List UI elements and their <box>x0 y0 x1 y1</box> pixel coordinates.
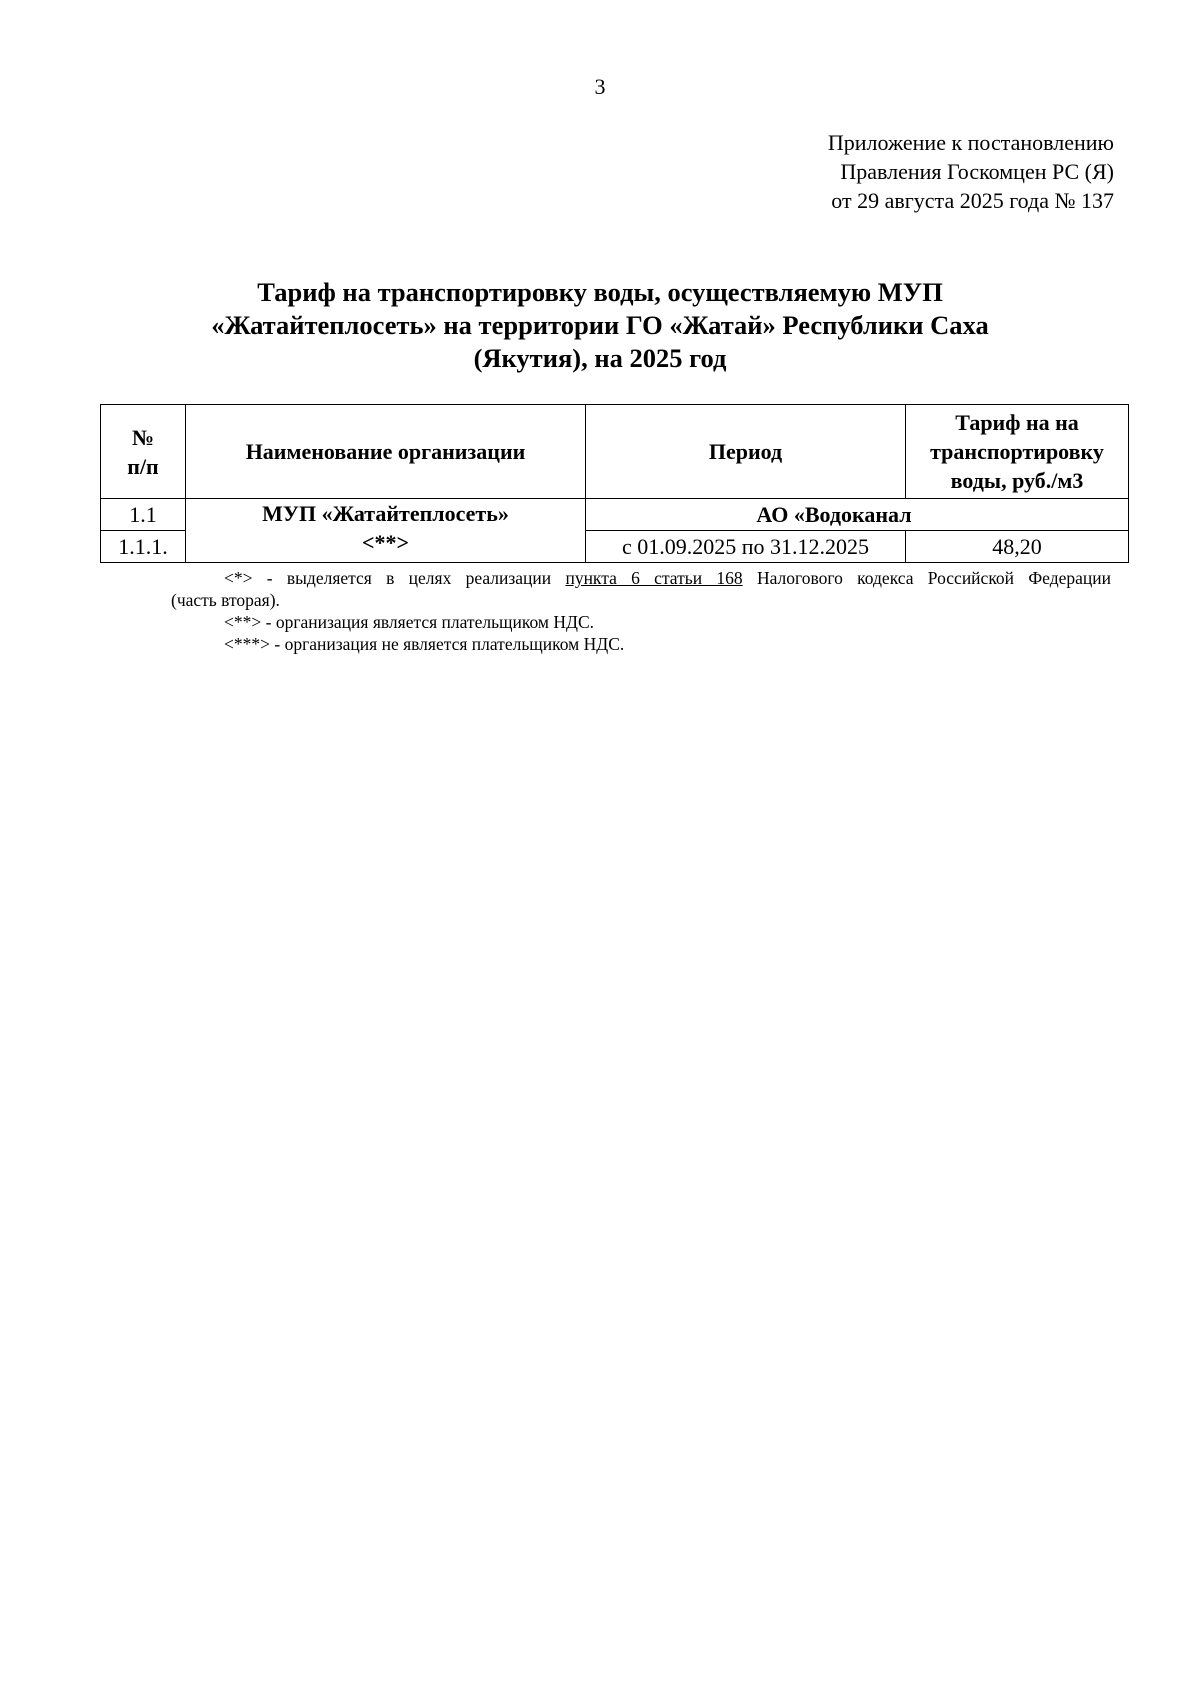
header-period: Период <box>586 405 906 499</box>
footnote-1-text: <*> - выделяется в целях реализации <box>224 568 566 588</box>
appendix-header <box>828 128 1114 215</box>
organization-cell <box>186 499 586 563</box>
organization-vat-mark: <**> <box>361 530 410 555</box>
header-tariff <box>906 405 1129 499</box>
tariff-table <box>100 404 1129 563</box>
footnote-2: <**> - организация является плательщиком НДС. <box>224 612 594 632</box>
document-title <box>150 276 1050 375</box>
footnote-1-continuation: (часть вторая). <box>171 590 280 610</box>
page-number: 3 <box>594 74 606 99</box>
row-number: 1.1 <box>101 499 186 531</box>
tariff-value-cell: 48,20 <box>906 531 1129 563</box>
organization-name: МУП «Жатайтеплосеть» <box>262 501 509 526</box>
footnote-1-text-end: Налогового кодекса Российской Федерации <box>742 568 1111 588</box>
table-header-row <box>101 405 1129 499</box>
title-line-3: (Якутия), на 2025 год <box>473 343 727 373</box>
footnotes <box>171 567 1111 655</box>
header-tariff-line-1: Тариф на на <box>955 410 1079 435</box>
title-line-1: Тариф на транспортировку воды, осуществляемую МУП <box>257 277 943 307</box>
row-number: 1.1.1. <box>101 531 186 563</box>
appendix-line-2: Правления Госкомцен РС (Я) <box>840 159 1114 184</box>
appendix-line-3: от 29 августа 2025 года № 137 <box>831 188 1114 213</box>
header-tariff-line-3: воды, руб./м3 <box>950 468 1084 493</box>
header-number-line-1: № <box>131 424 155 450</box>
footnote-3: <***> - организация не является плательщиком НДС. <box>224 634 625 654</box>
title-line-2: «Жатайтеплосеть» на территории ГО «Жатай» Республики Саха <box>211 310 989 340</box>
header-organization: Наименование организации <box>186 405 586 499</box>
footnote-1-link[interactable]: пункта 6 статьи 168 <box>565 568 743 588</box>
supplier-cell: АО «Водоканал <box>586 499 1129 531</box>
header-tariff-line-2: транспортировку <box>930 439 1104 464</box>
header-number-line-2: п/п <box>127 453 159 479</box>
table-row <box>101 499 1129 531</box>
period-cell: с 01.09.2025 по 31.12.2025 <box>586 531 906 563</box>
appendix-line-1: Приложение к постановлению <box>827 130 1114 155</box>
header-number <box>101 405 186 499</box>
footnote-1 <box>171 567 1111 589</box>
